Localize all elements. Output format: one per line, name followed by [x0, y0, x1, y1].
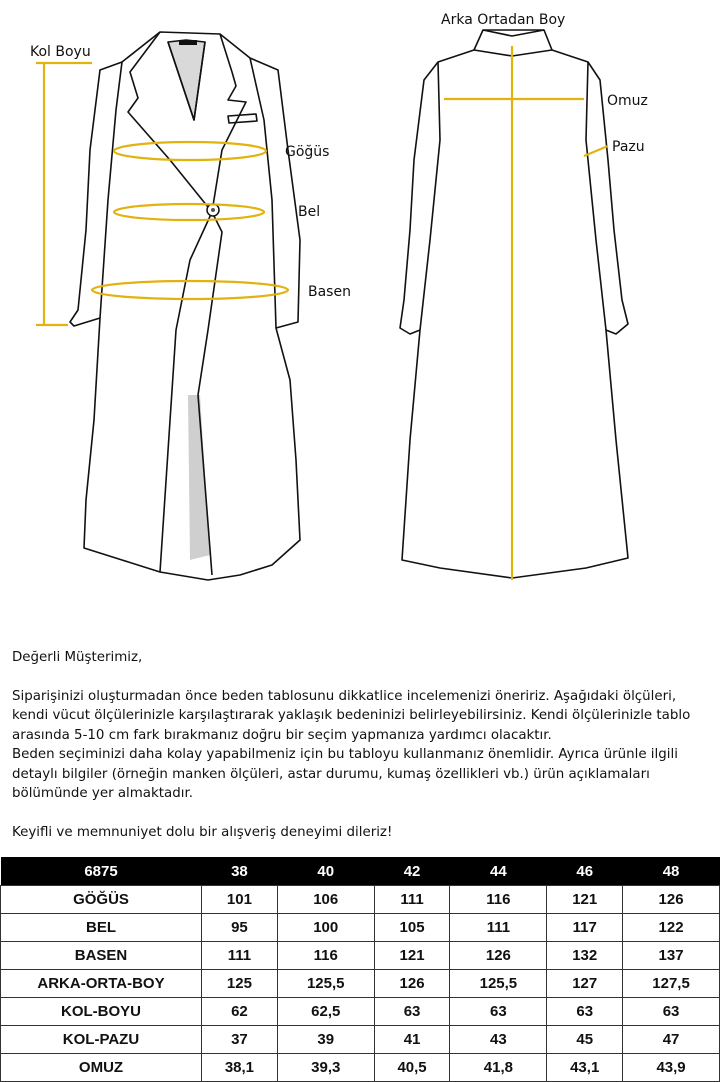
- row-label: BASEN: [1, 942, 202, 970]
- header-cell: 40: [277, 857, 374, 886]
- chest-pocket: [228, 114, 257, 123]
- header-cell: 46: [547, 857, 623, 886]
- row-label: KOL-BOYU: [1, 998, 202, 1026]
- table-cell: 37: [202, 1026, 278, 1054]
- row-label: GÖĞÜS: [1, 886, 202, 914]
- table-cell: 106: [277, 886, 374, 914]
- table-cell: 95: [202, 914, 278, 942]
- closing-line: Keyifli ve memnuniyet dolu bir alışveriş deneyimi dileriz!: [12, 824, 393, 840]
- note-paragraph-2: Beden seçiminizi daha kolay yapabilmeniz için bu tabloyu kullanmanız önemlidir. Ayrıca ürünle ilgili detaylı bilgiler (örneğin manken ölçüleri, astar durumu, kumaş özellikleri vb.) ürün açıklamaları bölümünde yer almaktadır.: [12, 747, 678, 801]
- table-cell: 127,5: [623, 970, 720, 998]
- table-cell: 111: [374, 886, 450, 914]
- table-cell: 43,1: [547, 1054, 623, 1082]
- customer-note: [12, 648, 712, 842]
- header-cell: 38: [202, 857, 278, 886]
- table-cell: 105: [374, 914, 450, 942]
- table-cell: 40,5: [374, 1054, 450, 1082]
- table-cell: 122: [623, 914, 720, 942]
- table-cell: 125: [202, 970, 278, 998]
- table-cell: 126: [623, 886, 720, 914]
- table-cell: 125,5: [450, 970, 547, 998]
- label-bel: Bel: [298, 204, 321, 220]
- bel-ellipse: [114, 204, 264, 220]
- table-row: [1, 970, 720, 998]
- back-body-outline: [400, 30, 628, 578]
- size-table: [0, 857, 720, 1082]
- table-cell: 111: [202, 942, 278, 970]
- label-pazu: Pazu: [612, 139, 645, 155]
- table-cell: 63: [450, 998, 547, 1026]
- table-cell: 117: [547, 914, 623, 942]
- table-row: [1, 998, 720, 1026]
- table-cell: 63: [623, 998, 720, 1026]
- row-label: BEL: [1, 914, 202, 942]
- table-cell: 39: [277, 1026, 374, 1054]
- row-label: OMUZ: [1, 1054, 202, 1082]
- label-gogus: Göğüs: [285, 144, 330, 160]
- neck-label: [179, 40, 197, 45]
- gogus-ellipse: [114, 142, 266, 160]
- table-cell: 100: [277, 914, 374, 942]
- table-cell: 63: [547, 998, 623, 1026]
- front-measure-lines: [36, 63, 288, 325]
- table-cell: 41: [374, 1026, 450, 1054]
- back-measure-lines: [444, 46, 608, 580]
- greeting: Değerli Müşterimiz,: [12, 650, 143, 665]
- table-cell: 121: [374, 942, 450, 970]
- table-cell: 38,1: [202, 1054, 278, 1082]
- table-row: [1, 1054, 720, 1082]
- header-cell: 42: [374, 857, 450, 886]
- table-cell: 137: [623, 942, 720, 970]
- table-cell: 121: [547, 886, 623, 914]
- label-kol-boyu: Kol Boyu: [30, 44, 91, 60]
- table-cell: 101: [202, 886, 278, 914]
- front-body-outline: [70, 32, 300, 580]
- table-cell: 62,5: [277, 998, 374, 1026]
- table-row: [1, 886, 720, 914]
- front-lining: [188, 395, 210, 560]
- table-cell: 47: [623, 1026, 720, 1054]
- kol-boyu-line: [36, 63, 92, 325]
- table-cell: 62: [202, 998, 278, 1026]
- table-cell: 43,9: [623, 1054, 720, 1082]
- note-paragraph-1: Siparişinizi oluşturmadan önce beden tablosunu dikkatlice incelemenizi öneririz. Aşağıdaki ölçüleri, kendi vücut ölçülerinizle karşılaştırarak yaklaşık bedeninizi belirleyebilirsiniz. Kendi ölçülerinizle tablo arasında 5-10 cm fark bırakmanız doğru bir seçim yapmanıza yardımcı olacaktır.: [12, 688, 691, 743]
- table-cell: 111: [450, 914, 547, 942]
- label-arka-ortadan-boy: Arka Ortadan Boy: [441, 12, 566, 28]
- label-basen: Basen: [308, 284, 351, 300]
- label-omuz: Omuz: [607, 93, 648, 109]
- table-cell: 116: [450, 886, 547, 914]
- row-label: KOL-PAZU: [1, 1026, 202, 1054]
- table-row: [1, 914, 720, 942]
- table-cell: 39,3: [277, 1054, 374, 1082]
- header-cell: 48: [623, 857, 720, 886]
- coat-front-view: [70, 32, 300, 580]
- table-cell: 126: [450, 942, 547, 970]
- size-table-header: [1, 857, 720, 886]
- coat-back-view: [400, 30, 628, 578]
- table-cell: 41,8: [450, 1054, 547, 1082]
- table-cell: 63: [374, 998, 450, 1026]
- row-label: ARKA-ORTA-BOY: [1, 970, 202, 998]
- table-cell: 127: [547, 970, 623, 998]
- basen-ellipse: [92, 281, 288, 299]
- table-cell: 126: [374, 970, 450, 998]
- table-cell: 132: [547, 942, 623, 970]
- header-cell: 6875: [1, 857, 202, 886]
- table-row: [1, 1026, 720, 1054]
- header-cell: 44: [450, 857, 547, 886]
- back-collar: [483, 30, 544, 36]
- table-cell: 45: [547, 1026, 623, 1054]
- table-cell: 125,5: [277, 970, 374, 998]
- table-cell: 43: [450, 1026, 547, 1054]
- table-cell: 116: [277, 942, 374, 970]
- table-row: [1, 942, 720, 970]
